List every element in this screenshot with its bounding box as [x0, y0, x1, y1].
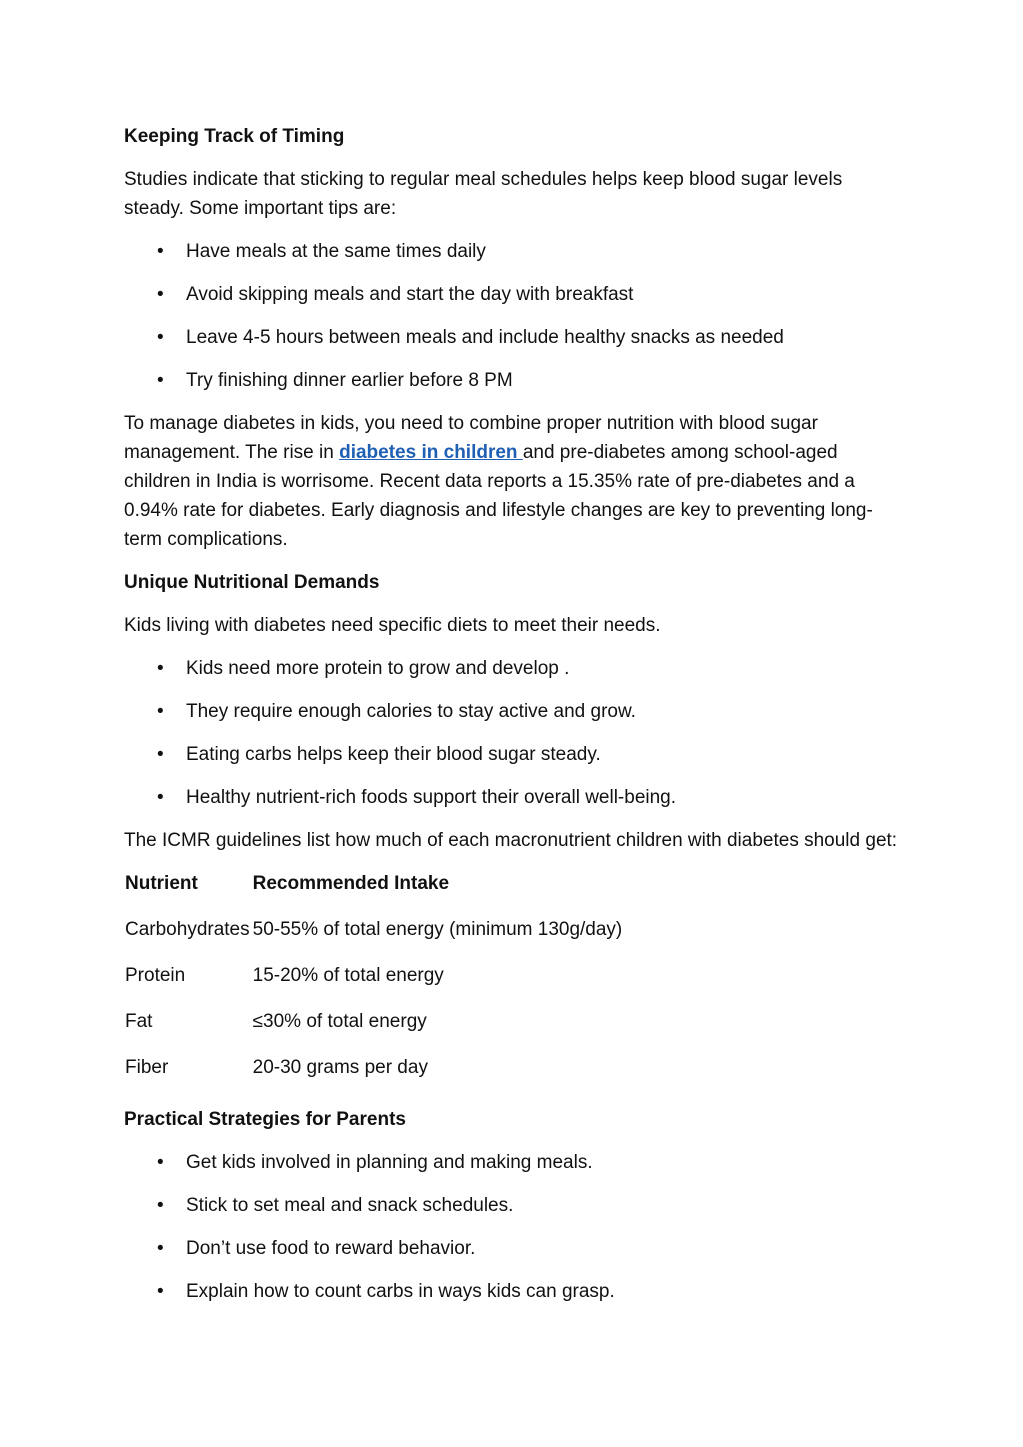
list-item-text: Try finishing dinner earlier before 8 PM	[186, 370, 513, 391]
list-item-text: They require enough calories to stay active and grow.	[186, 701, 636, 722]
list-item-text: Leave 4-5 hours between meals and include healthy snacks as needed	[186, 327, 784, 348]
list-item	[124, 280, 905, 309]
macronutrient-table	[125, 869, 625, 1099]
table-cell-intake: 20-30 grams per day	[252, 1057, 428, 1078]
list-item-text: Don’t use food to reward behavior.	[186, 1238, 476, 1259]
list-item	[124, 1277, 905, 1306]
timing-tips-list	[124, 237, 905, 395]
list-item-text: Avoid skipping meals and start the day with breakfast	[186, 284, 634, 305]
table-header-intake: Recommended Intake	[252, 873, 450, 894]
bullet-icon: •	[157, 284, 164, 305]
list-item-text: Get kids involved in planning and making meals.	[186, 1152, 593, 1173]
paragraph-icmr-intro: The ICMR guidelines list how much of each macronutrient children with diabetes should get:	[124, 830, 898, 851]
list-item	[124, 783, 905, 812]
list-item	[124, 1148, 905, 1177]
paragraph-diabetes-kids	[124, 409, 905, 554]
table-cell-nutrient: Fiber	[125, 1057, 169, 1078]
list-item	[124, 237, 905, 266]
bullet-icon: •	[157, 1238, 164, 1259]
list-item	[124, 366, 905, 395]
list-item-text: Eating carbs helps keep their blood sugar steady.	[186, 744, 601, 765]
section-heading-timing: Keeping Track of Timing	[124, 126, 345, 147]
list-item-text: Kids need more protein to grow and develop .	[186, 658, 570, 679]
paragraph-text-before-link: To manage diabetes in kids, you need to combine proper nutrition with blood sugar management. The rise in	[124, 413, 818, 463]
paragraph-text-after-link: and pre-diabetes among school-aged children in India is worrisome. Recent data reports a 15.35% rate of pre-diabetes and a 0.94% rate for diabetes. Early diagnosis and lifestyle changes are key to preventing long-term complications.	[124, 442, 873, 550]
bullet-icon: •	[157, 370, 164, 391]
table-cell-intake: ≤30% of total energy	[252, 1011, 427, 1032]
table-cell-nutrient: Fat	[125, 1011, 153, 1032]
list-item	[124, 740, 905, 769]
list-item	[124, 323, 905, 352]
list-item	[124, 697, 905, 726]
bullet-icon: •	[157, 241, 164, 262]
list-item	[124, 1191, 905, 1220]
table-cell-intake: 15-20% of total energy	[252, 965, 444, 986]
table-row	[125, 915, 625, 961]
section-heading-nutritional-demands: Unique Nutritional Demands	[124, 572, 380, 593]
bullet-icon: •	[157, 1195, 164, 1216]
bullet-icon: •	[157, 327, 164, 348]
list-item-text: Stick to set meal and snack schedules.	[186, 1195, 514, 1216]
bullet-icon: •	[157, 701, 164, 722]
bullet-icon: •	[157, 787, 164, 808]
table-header-row	[125, 869, 625, 915]
bullet-icon: •	[157, 1152, 164, 1173]
paragraph-timing-intro: Studies indicate that sticking to regular meal schedules helps keep blood sugar levels steady. Some important tips are:	[124, 169, 843, 219]
parent-strategies-list	[124, 1148, 905, 1306]
table-header-nutrient: Nutrient	[125, 873, 198, 894]
list-item-text: Have meals at the same times daily	[186, 241, 486, 262]
bullet-icon: •	[157, 658, 164, 679]
list-item	[124, 654, 905, 683]
list-item-text: Healthy nutrient-rich foods support their overall well-being.	[186, 787, 677, 808]
paragraph-nutrition-intro: Kids living with diabetes need specific diets to meet their needs.	[124, 615, 661, 636]
list-item	[124, 1234, 905, 1263]
section-heading-practical-strategies: Practical Strategies for Parents	[124, 1109, 406, 1130]
list-item-text: Explain how to count carbs in ways kids can grasp.	[186, 1281, 615, 1302]
table-cell-intake: 50-55% of total energy (minimum 130g/day)	[252, 919, 623, 940]
bullet-icon: •	[157, 744, 164, 765]
table-row	[125, 1053, 625, 1099]
table-row	[125, 961, 625, 1007]
table-cell-nutrient: Protein	[125, 965, 186, 986]
table-cell-nutrient: Carbohydrates	[125, 919, 250, 940]
bullet-icon: •	[157, 1281, 164, 1302]
nutrition-needs-list	[124, 654, 905, 812]
diabetes-in-children-link[interactable]: diabetes in children	[339, 442, 523, 463]
table-row	[125, 1007, 625, 1053]
